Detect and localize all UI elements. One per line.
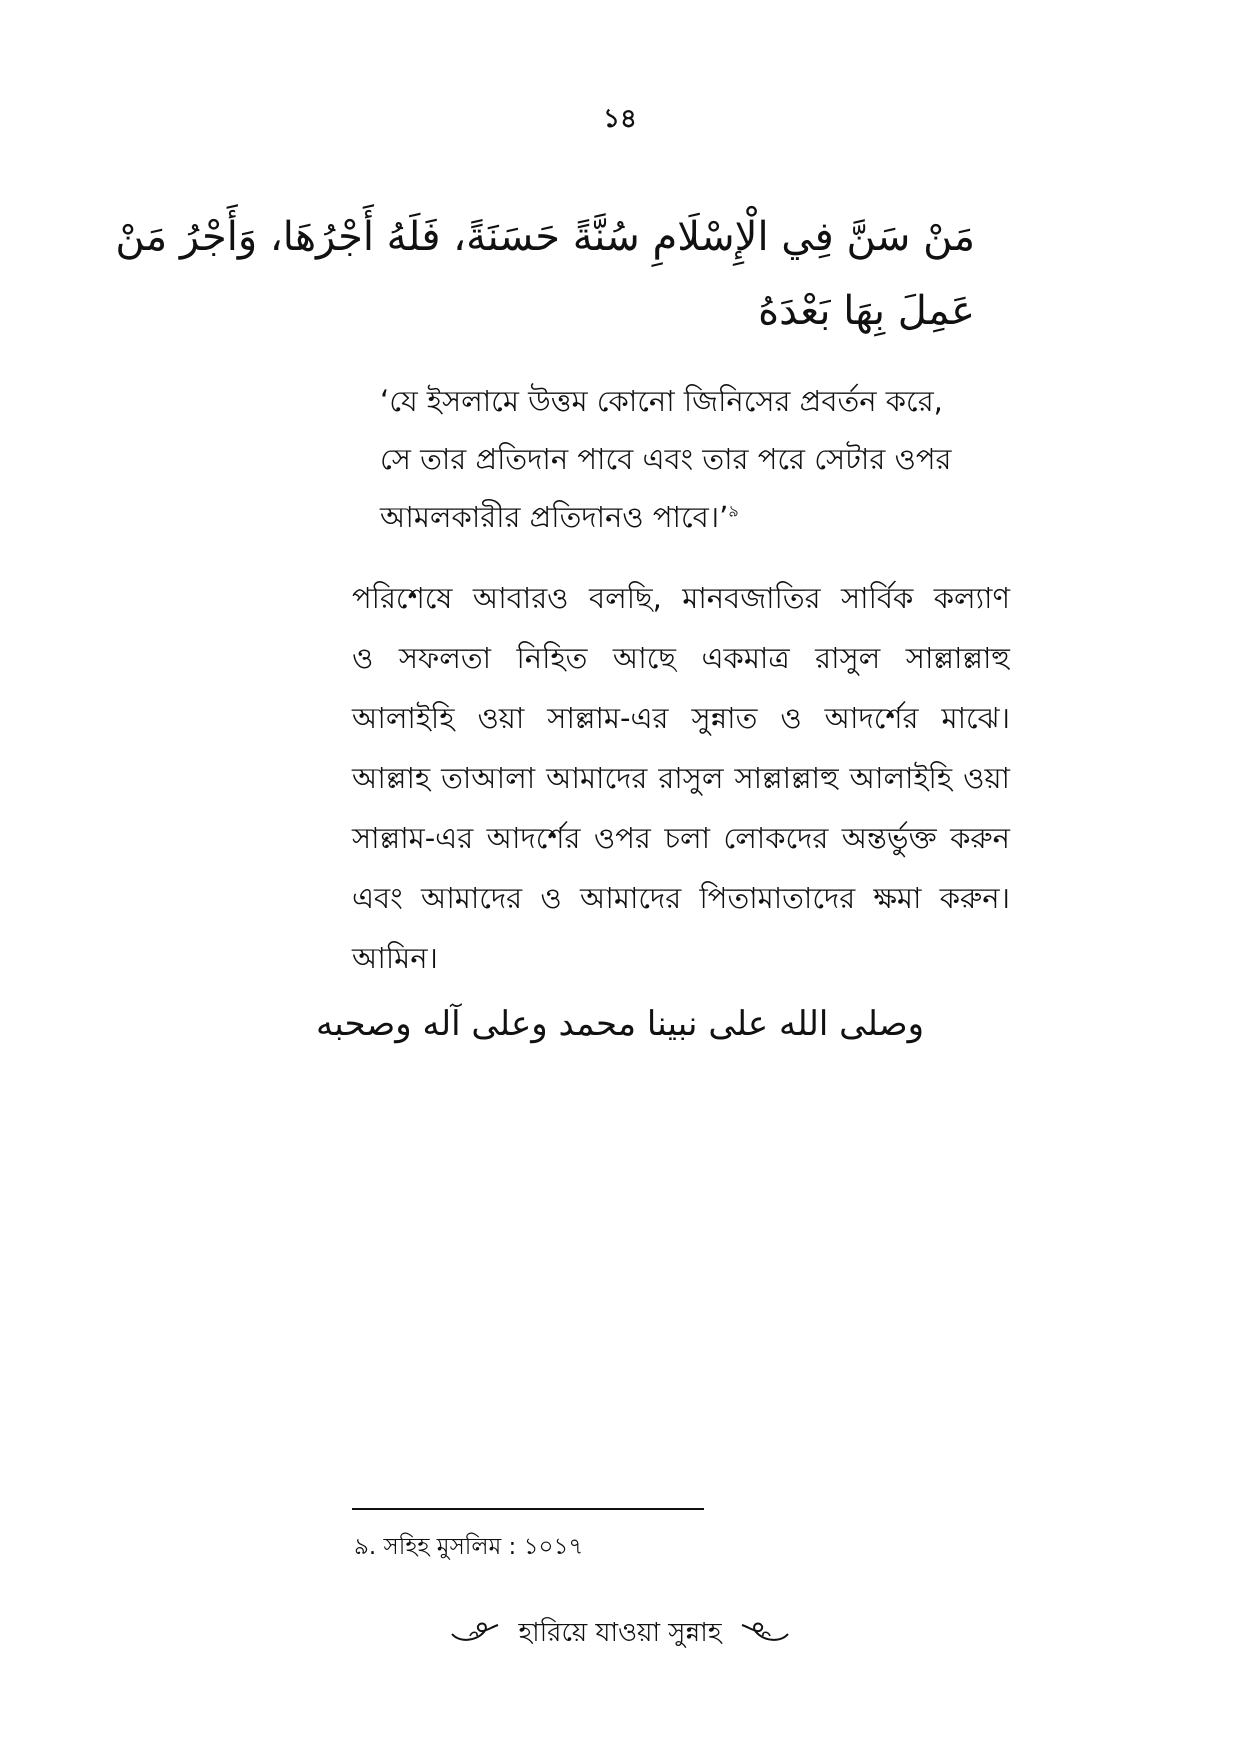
word: পরিশেষে <box>352 581 453 615</box>
word: রাসুল <box>658 761 724 795</box>
word: সুন্নাত <box>691 701 758 735</box>
word: আবারও <box>472 581 569 615</box>
paragraph-line <box>352 628 1010 688</box>
word: আমাদের <box>546 761 648 795</box>
arabic-salawat: وصلى الله على نبينا محمد وعلى آله وصحبه <box>315 1004 925 1044</box>
word: লোকদের <box>723 821 829 855</box>
word: করুন। <box>939 881 1010 915</box>
translation-line <box>380 488 980 546</box>
word: ক্ষমা <box>873 881 922 915</box>
word: তাআলা <box>441 761 536 795</box>
paragraph-line <box>352 868 1010 928</box>
word: ওয়া <box>477 701 525 735</box>
paragraph-last-line: আমিন। <box>352 941 438 975</box>
word: সার্বিক <box>841 581 914 615</box>
word: ও <box>352 641 374 675</box>
ornament-swirl-icon <box>740 1619 790 1650</box>
word: সাল্লাল্লাহু <box>734 761 839 795</box>
footnote: ৯. সহিহ মুসলিম : ১০১৭ <box>354 1534 584 1560</box>
book-footer <box>0 1612 1240 1656</box>
paragraph-line <box>352 688 1010 748</box>
word: আছে <box>612 641 676 675</box>
book-title: হারিয়ে যাওয়া সুন্নাহ <box>518 1618 722 1648</box>
word: অন্তর্ভুক্ত <box>841 821 937 855</box>
arabic-hadith-line: مَنْ سَنَّ فِي الْإِسْلَامِ سُنَّةً حَسَنَةً، فَلَهُ أَجْرُهَا، وَأَجْرُ مَنْ <box>115 214 975 260</box>
word: এবং <box>352 881 403 915</box>
word: আল্লাহ <box>352 761 431 795</box>
word: ও <box>780 701 802 735</box>
paragraph-line <box>352 808 1010 868</box>
word: আলাইহি <box>849 761 953 795</box>
closing-paragraph <box>352 568 1010 988</box>
word: ওপর <box>593 821 651 855</box>
word: সাল্লাম-এর <box>352 821 474 855</box>
page-number: ১৪ <box>603 104 637 134</box>
word: আমাদের <box>580 881 682 915</box>
word: আদর্শের <box>486 821 581 855</box>
word: মাঝে। <box>941 701 1010 735</box>
translation-line: ‘যে ইসলামে উত্তম কোনো জিনিসের প্রবর্তন করে, <box>380 384 943 418</box>
word: আলাইহি <box>352 701 455 735</box>
arabic-hadith <box>115 200 975 348</box>
word: সাল্লাম-এর <box>547 701 669 735</box>
word: চলা <box>664 821 710 855</box>
footnote-divider <box>352 1508 704 1510</box>
word: কল্যাণ <box>933 581 1010 615</box>
word: আমাদের <box>420 881 523 915</box>
word: একমাত্র <box>701 641 790 675</box>
word: পিতামাতাদের <box>699 881 856 915</box>
translation-quote <box>380 372 980 546</box>
word: করুন <box>950 821 1010 855</box>
word: ওয়া <box>963 761 1010 795</box>
translation-line-text: আমলকারীর প্রতিদানও পাবে।’ <box>380 500 729 534</box>
paragraph-line <box>352 568 1010 628</box>
word: আদর্শের <box>824 701 919 735</box>
footnote-reference[interactable]: ৯ <box>728 501 739 521</box>
word: মানবজাতির <box>682 581 821 615</box>
word: বলছি, <box>588 581 662 615</box>
arabic-hadith-line: عَمِلَ بِهَا بَعْدَهُ <box>758 288 975 334</box>
word: ও <box>540 881 562 915</box>
word: সাল্লাল্লাহু <box>905 641 1010 675</box>
word: সফলতা <box>398 641 491 675</box>
word: নিহিত <box>516 641 588 675</box>
word: রাসুল <box>815 641 881 675</box>
ornament-swirl-icon <box>450 1619 500 1650</box>
paragraph-line <box>352 748 1010 808</box>
translation-line: সে তার প্রতিদান পাবে এবং তার পরে সেটার ওপর <box>380 442 952 476</box>
